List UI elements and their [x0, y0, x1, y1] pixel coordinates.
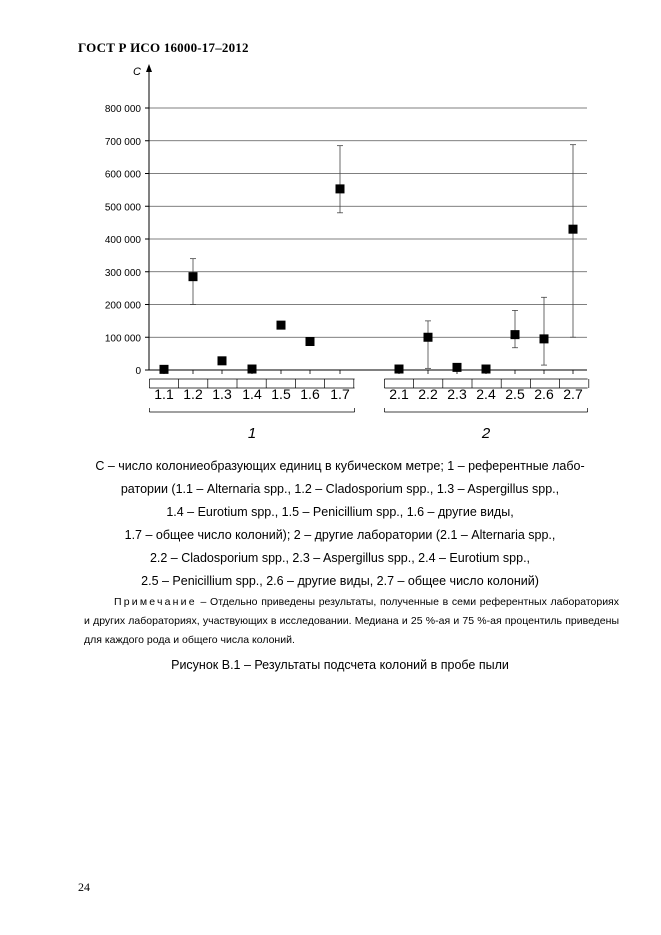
median-point: [453, 363, 462, 372]
x-tick-label: 2.4: [476, 386, 496, 402]
y-tick-label: 600 000: [104, 169, 141, 181]
colony-count-chart: [0, 0, 661, 460]
caption-line: 1.4 – Eurotium spp., 1.5 – Penicillium spp., 1.6 – другие виды,: [166, 505, 514, 519]
x-tick-label: 2.5: [505, 386, 525, 402]
y-tick-label: 400 000: [104, 235, 141, 246]
caption-line: 2.2 – Cladosporium spp., 2.3 – Aspergillus spp., 2.4 – Eurotium spp.,: [149, 551, 531, 565]
x-tick-label: 2.7: [563, 386, 583, 402]
y-tick-label: 700 000: [104, 136, 141, 148]
x-tick-label: 2.3: [447, 386, 467, 402]
median-point: [424, 333, 433, 342]
x-tick-label: 1.4: [242, 386, 262, 402]
median-point: [160, 365, 169, 374]
x-tick-label: 2.6: [534, 386, 554, 402]
median-point: [306, 337, 315, 346]
x-tick-label: 1.7: [330, 386, 350, 402]
y-axis-label: C: [133, 66, 141, 78]
y-axis-arrow: [146, 64, 152, 72]
y-tick-label: 0: [135, 366, 141, 377]
x-tick-label: 1.6: [300, 386, 320, 402]
note-lead: Примечание: [114, 596, 197, 608]
page-number: 24: [78, 880, 90, 894]
caption-line: 2.5 – Penicillium spp., 2.6 – другие виды, 2.7 – общее число колоний): [141, 574, 539, 588]
median-point: [482, 365, 491, 374]
caption-line: ратории (1.1 – Alternaria spp., 1.2 – Cladosporium spp., 1.3 – Aspergillus spp.,: [120, 482, 560, 496]
document-header: ГОСТ Р ИСО 16000-17–2012: [78, 40, 249, 55]
figure-title: Рисунок В.1 – Результаты подсчета колоний в пробе пыли: [171, 658, 509, 672]
caption-line: C – число колониеобразующих единиц в кубическом метре; 1 – референтные лабо-: [95, 459, 585, 473]
median-point: [277, 321, 286, 330]
median-point: [395, 365, 404, 374]
x-tick-label: 2.2: [418, 386, 438, 402]
group-label: 2: [481, 425, 491, 442]
median-point: [218, 356, 227, 365]
y-tick-label: 800 000: [104, 104, 141, 115]
x-tick-label: 1.5: [271, 386, 291, 402]
group-label: 1: [247, 425, 257, 442]
y-tick-label: 100 000: [104, 333, 141, 345]
note-text: – Отдельно приведены результаты, полученные в семи референтных лабораториях и других лабораториях, участвующих в исследовании. Медиана и 25 %-ая и 75 %-ая процентиль приведены для каждого рода и общего числа колоний.: [84, 596, 619, 646]
median-point: [189, 272, 198, 281]
median-point: [248, 365, 257, 374]
y-tick-label: 200 000: [104, 300, 141, 312]
median-point: [336, 184, 345, 193]
figure-note: [84, 593, 619, 650]
median-point: [540, 334, 549, 343]
caption-line: 1.7 – общее число колоний); 2 – другие лаборатории (2.1 – Alternaria spp.,: [124, 528, 556, 542]
x-tick-label: 1.3: [212, 386, 232, 402]
x-tick-label: 2.1: [389, 386, 409, 402]
median-point: [569, 225, 578, 234]
median-point: [511, 330, 520, 339]
x-tick-label: 1.2: [183, 386, 203, 402]
y-tick-label: 300 000: [104, 267, 141, 279]
figure-caption: [60, 455, 620, 593]
y-tick-label: 500 000: [104, 202, 141, 214]
x-tick-label: 1.1: [154, 386, 174, 402]
